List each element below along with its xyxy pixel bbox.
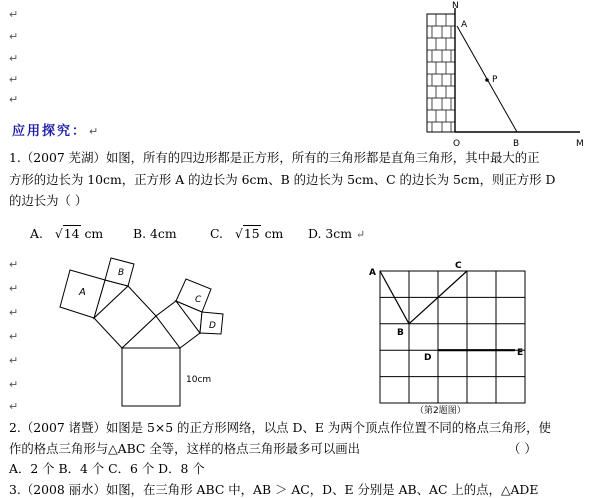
label-e: E [517,348,524,358]
option-text: 3cm [325,226,352,241]
label-b: B [397,328,404,338]
label-square-b: B [118,268,125,278]
label-m: M [576,139,584,149]
option-text: 4cm [150,226,177,241]
q1-line-1: 1.（2007 芜湖）如图，所有的四边形都是正方形，所有的三角形都是直角三角形，其中最大的正 [9,150,540,165]
radicand: 15 [243,226,260,241]
return-mark: ↵ [355,228,366,241]
grid-figure [365,258,545,416]
point-p [485,78,489,82]
section-title-text: 应用探究： [12,124,88,139]
return-mark: ↵ [9,93,19,106]
return-mark: ↵ [9,330,19,343]
return-mark: ↵ [9,306,19,319]
q1-option-c [210,226,283,241]
return-mark: ↵ [9,400,19,413]
q2-options: A．2 个 B．4 个 C．6 个 D．8 个 [9,461,205,476]
q1-option-b [133,226,177,241]
option-letter: C. [210,226,223,241]
sqrt-expression: √15 [234,226,260,241]
q1-line-3: 的边长为（ ） [9,193,88,208]
label-d: D [424,353,432,363]
label-p: P [492,75,498,85]
option-unit: cm [84,226,104,241]
label-n: N [452,1,459,11]
sqrt-expression: √14 [54,226,80,241]
label-c: C [455,261,462,271]
label-o: O [453,139,461,149]
wall-ladder-figure [415,0,595,150]
largest-square [122,348,180,406]
option-unit: cm [264,226,284,241]
label-a: A [369,268,376,278]
q2-answer-bracket: （ ） [508,441,537,456]
label-a: A [461,20,468,30]
label-square-d: D [209,321,216,331]
q1-option-d [308,226,365,241]
return-mark: ↵ [9,282,19,295]
label-square-c: C [195,295,202,305]
q2-line-1: 2.（2007 诸暨）如图是 5×5 的正方形网络，以点 D、E 为两个顶点作位置不同的格点三角形，使 [9,420,551,435]
label-side-length: 10cm [186,375,212,385]
square-tree-figure [55,252,255,412]
section-title [12,120,99,139]
label-b: B [513,139,520,149]
label-square-a: A [79,287,86,298]
return-mark: ↵ [9,52,19,65]
return-mark: ↵ [9,354,19,367]
q2-line-2: 作的格点三角形与△ABC 全等，这样的格点三角形最多可以画出 [9,441,360,456]
return-mark: ↵ [9,378,19,391]
return-mark: ↵ [89,125,99,138]
return-mark: ↵ [9,73,19,86]
grid-caption: （第2题图） [415,406,466,416]
option-letter: A. [30,226,43,241]
return-mark: ↵ [9,8,19,21]
q1-line-2: 方形的边长为 10cm，正方形 A 的边长为 6cm、B 的边长为 5cm、C 的边长为 5cm，则正方形 D [9,172,556,187]
return-mark: ↵ [9,258,19,271]
option-letter: B. [133,226,147,241]
q1-option-a [30,226,103,241]
q3-line-1: 3.（2008 丽水）如图，在三角形 ABC 中，AB ＞ AC，D、E 分别是 AB、AC 上的点，△ADE [9,482,539,497]
radicand: 14 [63,226,80,241]
return-mark: ↵ [9,30,19,43]
option-letter: D. [308,226,322,241]
